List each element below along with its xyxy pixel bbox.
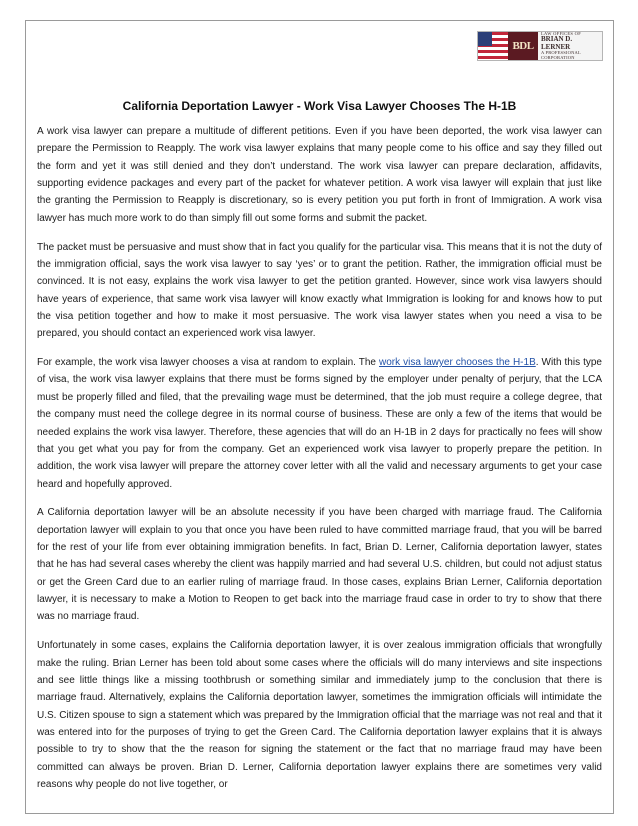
logo-line-1: LAW OFFICES OF	[541, 30, 582, 36]
paragraph-4: A California deportation lawyer will be an absolute necessity if you have been charged with marriage fraud. The California deportation lawyer will explain to you that once you have been ruled to have committed marriage fraud, that you will be barred for the rest of your life from ever obtaining immigration benefits. In fact, Brian D. Lerner, California deportation lawyer, states that he has had several cases whereby the client was happily married and had several U.S. children, but could not adjust status or get the Green Card due to an earlier ruling of marriage fraud. In those cases, explains Brian Lerner, California deportation lawyer, it is necessary to make a Motion to Reopen to get back into the marriage fraud case in order to try to show that there was no marriage fraud.	[37, 507, 602, 623]
document-page	[25, 20, 614, 814]
paragraph-3-rest: . With this type of visa, the work visa lawyer explains that there must be forms signed by the employer under penalty of perjury, that the LCA must be properly filled and filed, that the prevailing wage must be determined, that the job must require a college degree, that the company must need the college degree in its normal course of business. These are only a few of the items that would be needed explains the work visa lawyer. Therefore, these agencies that will do an H-1B in 2 days for practically no fees will show that you get what you pay for from the company. Get an experienced work visa lawyer to properly prepare the petition. In addition, the work visa lawyer will prepare the attorney cover letter with all the valid and necessary arguments to get your case heard and hopefully approved.	[37, 357, 602, 490]
logo-line-3: A PROFESSIONAL CORPORATION	[541, 49, 581, 60]
document-body	[37, 123, 602, 805]
paragraph-3-lead: For example, the work visa lawyer chooses a visa at random to explain. The	[37, 357, 379, 369]
logo-text	[538, 32, 602, 60]
document-title: California Deportation Lawyer - Work Visa Lawyer Chooses The H-1B	[122, 99, 517, 113]
flag-icon	[478, 32, 508, 60]
law-office-logo	[477, 31, 603, 61]
paragraph-5: Unfortunately in some cases, explains the California deportation lawyer, it is over zealous immigration officials that wrongfully make the ruling. Brian Lerner has been told about some cases where the officials will do many interviews and site inspections and see little things like a missing toothbrush or something similar and immediately jump to the conclusion that there is marriage fraud. Alternatively, explains the California deportation lawyer, sometimes the immigration officials will intimidate the U.S. Citizen spouse to sign a statement which was prepared by the Immigration official that the marriage was not real and that it was entered into for the purposes of trying to get the Green Card. The California deportation lawyer explains that it is always possible to try to show that the the reason for signing the statement or the fact that no marriage fraud may have been committed can always be proven. Brian D. Lerner, California deportation lawyer explains there are sometimes very valid reasons why people do not live together, or	[37, 640, 602, 791]
paragraph-1: A work visa lawyer can prepare a multitude of different petitions. Even if you have been deported, the work visa lawyer can prepare the Permission to Reapply. The work visa lawyer explains that many people come to his office and say they filled out the form and yet it was still denied and they don’t understand. The work visa lawyer can prepare declaration, affidavits, supporting evidence packages and every part of the packet for whatever petition. A work visa lawyer will explain that just like the granting the Permission to Reapply is discretionary, so is every petition you put forth in front of Immigration. A work visa lawyer has much more work to do than simply fill out some forms and submit the packet.	[37, 126, 602, 224]
logo-line-2: BRIAN D. LERNER	[541, 35, 573, 51]
logo-monogram: BDL	[508, 32, 538, 60]
h1b-article-link[interactable]: work visa lawyer chooses the H-1B	[379, 357, 536, 369]
paragraph-3	[37, 354, 602, 493]
paragraph-2: The packet must be persuasive and must show that in fact you qualify for the particular visa. This means that it is not the duty of the immigration official, says the work visa lawyer to say ‘yes’ or to grant the petition. Rather, the immigration official must be convinced. It is not easy, explains the work visa lawyer to get the petition granted. However, since work visa lawyers should have years of experience, that same work visa lawyer will know exactly what Immigration is looking for and knows how to put the visa petition together and how to make it most persuasive. The work visa lawyer states when you need a visa to be prepared, you should contact an experienced work visa lawyer.	[37, 241, 602, 340]
